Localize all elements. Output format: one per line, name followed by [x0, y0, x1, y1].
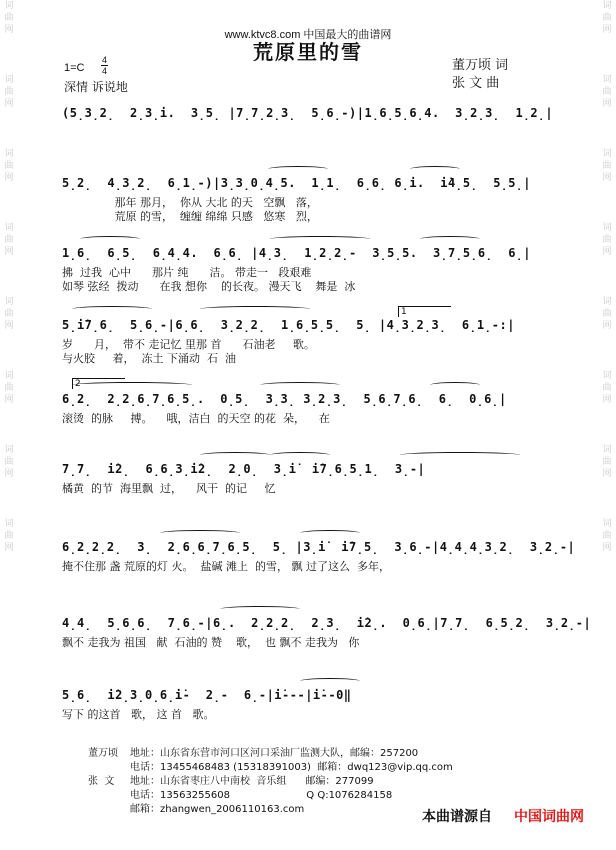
- watermark-char: 曲: [4, 309, 14, 319]
- left-watermark: [2, 0, 16, 850]
- watermark-char: 词: [602, 223, 612, 233]
- watermark-char: 曲: [4, 161, 14, 171]
- composer-credit: 张 文 曲: [452, 76, 500, 91]
- watermark-char: 曲: [602, 235, 612, 245]
- watermark-char: 曲: [602, 531, 612, 541]
- slur-mark: [300, 530, 360, 536]
- contact1-name: 董万顷: [88, 748, 118, 759]
- notation-line: 7̣7̣ i̇2̣ 6̣6̣3̣i̇2̣ 2̣0̣ 3̣i̇ i̇7̣6̣5̣1̣ 3̣-|: [62, 462, 426, 476]
- notation-line: 5̣2̣ 4̣3̣2̣ 6̣1̣-)|3̣3̣0̣4̣5. 1̣1̣ 6̣6̣ 6̣i. i̇4̣5̣ 5̣5̣|: [62, 176, 531, 190]
- watermark-char: 曲: [602, 87, 612, 97]
- watermark-char: 曲: [602, 309, 612, 319]
- watermark-char: 词: [602, 149, 612, 159]
- watermark-char: 曲: [4, 457, 14, 467]
- watermark-char: 词: [602, 371, 612, 381]
- watermark-char: 网: [602, 543, 612, 553]
- watermark-char: 词: [4, 75, 14, 85]
- watermark-char: 网: [602, 395, 612, 405]
- watermark-char: 词: [602, 75, 612, 85]
- lyric-line: 滚烫 的脉 搏。 哦，洁白 的天空 的花 朵， 在: [62, 412, 330, 425]
- lyric-line: 岁 月， 带不 走记忆 里那 首 石油老 歌。: [62, 338, 315, 351]
- meter-top: 4: [101, 55, 107, 65]
- contact2-name: 张 文: [88, 776, 115, 787]
- lyric-line-verse2: 与火胶 着， 冻土 下涌动 石 油: [62, 352, 236, 365]
- slur-mark: [80, 236, 140, 242]
- contact2-line-2: 电话：13563255608 Q Q:1076284158: [130, 790, 393, 801]
- watermark-char: 网: [602, 173, 612, 183]
- watermark-char: 网: [4, 99, 14, 109]
- watermark-char: 曲: [602, 13, 612, 23]
- lyric-line: 橘黄 的节 海里飘 过， 风干 的记 忆: [62, 482, 276, 495]
- contact2-line-3: 邮箱：zhangwen_2006110163.com: [130, 804, 305, 815]
- watermark-char: 网: [4, 173, 14, 183]
- volta-bracket: 2: [72, 378, 125, 389]
- watermark-char: 词: [4, 371, 14, 381]
- watermark-char: 词: [4, 1, 14, 11]
- watermark-char: 曲: [4, 87, 14, 97]
- tempo-marking: 深情 诉说地: [64, 80, 128, 94]
- volta-bracket: 1: [398, 306, 451, 317]
- slur-mark: [300, 678, 360, 684]
- slur-mark: [410, 166, 460, 172]
- notation-line: 6̣2̣ 2̣2̣6̣7̣6̣5̣. 0̣5̣ 3̣3̣ 3̣2̣3̣ 5̣6̣7̣6̣ 6̣ 0̣6̣|: [62, 392, 507, 406]
- song-title: 荒原里的雪: [253, 40, 363, 64]
- notation-line: 5̣i̇7̣6̣ 5̣6̣-|6̣6̣ 3̣2̣2̣ 1̣6̣5̣5̣ 5̣ |4̣3̣2̣3̣ 6̣1̣-:|: [62, 318, 515, 332]
- watermark-char: 网: [4, 469, 14, 479]
- lyric-line: 拂 过我 心中 那片 纯 洁。 带走一 段艰难: [62, 266, 312, 279]
- watermark-char: 曲: [4, 13, 14, 23]
- watermark-char: 网: [4, 247, 14, 257]
- lyric-line: 写下 的这首 歌， 这 首 歌。: [62, 708, 215, 721]
- slur-mark: [420, 236, 480, 242]
- notation-line: 6̣2̣2̣2̣ 3̣ 2̣6̣6̣7̣6̣5̣ 5̣ |3̣i̇ i̇7̣5̣ 3̣6̣-|4̣4̣4̣3̣2̣ 3̣2̣-|: [62, 540, 576, 554]
- slur-mark: [160, 530, 240, 536]
- watermark-char: 网: [602, 25, 612, 35]
- watermark-char: 词: [602, 519, 612, 529]
- watermark-char: 词: [4, 297, 14, 307]
- contact1-line-2: 电话：13455468483 (15318391003) 邮箱：dwq123@vip.qq.com: [130, 762, 453, 773]
- watermark-char: 网: [602, 321, 612, 331]
- slur-mark: [270, 452, 330, 458]
- notation-line: (5̣3̣2̣ 2̣3̣i. 3̣5̣ |7̣7̣2̣3̣ 5̣6̣-)|1̣6̣5̣6̣4. 3̣2̣3̣ 1̣2̣|: [62, 106, 554, 120]
- watermark-char: 网: [602, 247, 612, 257]
- slur-mark: [268, 166, 328, 172]
- watermark-char: 词: [602, 297, 612, 307]
- lyric-line-verse2: 荒原 的雪， 缠缠 绵绵 只感 悠寒 烈，: [62, 210, 318, 223]
- slur-mark: [200, 306, 310, 312]
- source-brand: [422, 806, 584, 826]
- time-signature: [101, 55, 108, 76]
- watermark-char: 网: [602, 469, 612, 479]
- watermark-char: 词: [602, 1, 612, 11]
- watermark-char: 曲: [602, 383, 612, 393]
- slur-mark: [400, 452, 520, 458]
- contact2-line-1: 地址：山东省枣庄八中南校 音乐组 邮编：277099: [130, 776, 374, 787]
- watermark-char: 网: [4, 25, 14, 35]
- watermark-char: 曲: [4, 383, 14, 393]
- right-watermark: [600, 0, 614, 850]
- watermark-char: 词: [4, 519, 14, 529]
- lyric-line: 掩不住那 盏 荒原的灯 火。 盐碱 滩上 的雪， 飘 过了这么 多年，: [62, 560, 390, 573]
- watermark-char: 曲: [4, 235, 14, 245]
- watermark-char: 网: [4, 321, 14, 331]
- site-header-text: www.ktvc8.com 中国最大的曲谱网: [224, 29, 392, 41]
- brand-right-text[interactable]: 中国词曲网: [514, 808, 584, 824]
- slur-mark: [260, 382, 340, 388]
- meter-bottom: 4: [101, 66, 107, 76]
- watermark-char: 网: [4, 543, 14, 553]
- notation-line: 5̣6̣ i̇2̣3̣0̣6̣i̇- 2̣- 6̣-|i̇---|i̇--0‖: [62, 688, 352, 702]
- slur-mark: [220, 606, 300, 612]
- slur-mark: [270, 236, 370, 242]
- slur-mark: [430, 382, 480, 388]
- watermark-char: 词: [4, 223, 14, 233]
- lyricist-credit: 董万顷 词: [452, 58, 509, 73]
- lyric-line: 飘不 走我为 祖国 献 石油的 赞 歌， 也 飘不 走我为 你: [62, 636, 360, 649]
- watermark-char: 网: [4, 395, 14, 405]
- watermark-char: 曲: [602, 161, 612, 171]
- watermark-char: 曲: [602, 457, 612, 467]
- notation-line: 1̣6̣ 6̣5̣ 6̣4̣4. 6̣6̣ |4̣3̣ 1̣2̣2̣- 3̣5̣5. 3̣7̣5̣6̣ 6̣|: [62, 246, 531, 260]
- watermark-char: 词: [602, 445, 612, 455]
- brand-left-text: 本曲谱源自: [422, 808, 492, 824]
- notation-line: 4̣4̣ 5̣6̣6̣ 7̣6̣-|6̣. 2̣2̣2̣ 2̣3̣ i̇2̣. 0̣6̣|7̣7̣ 6̣5̣2̣ 3̣2̣-|: [62, 616, 592, 630]
- lyric-line: 那年 那月， 你从 大北 的天 空飘 落，: [62, 196, 318, 209]
- lyric-line-verse2: 如琴 弦经 拨动 在我 想你 的长夜。 漫天飞 舞是 冰: [62, 280, 356, 293]
- slur-mark: [72, 306, 152, 312]
- slur-mark: [200, 452, 270, 458]
- key-signature: 1=C: [64, 62, 85, 74]
- watermark-char: 曲: [4, 531, 14, 541]
- watermark-char: 词: [4, 149, 14, 159]
- watermark-char: 词: [4, 445, 14, 455]
- contact1-line-1: 地址：山东省东营市河口区河口采油厂监测大队，邮编：257200: [130, 748, 419, 759]
- watermark-char: 网: [602, 99, 612, 109]
